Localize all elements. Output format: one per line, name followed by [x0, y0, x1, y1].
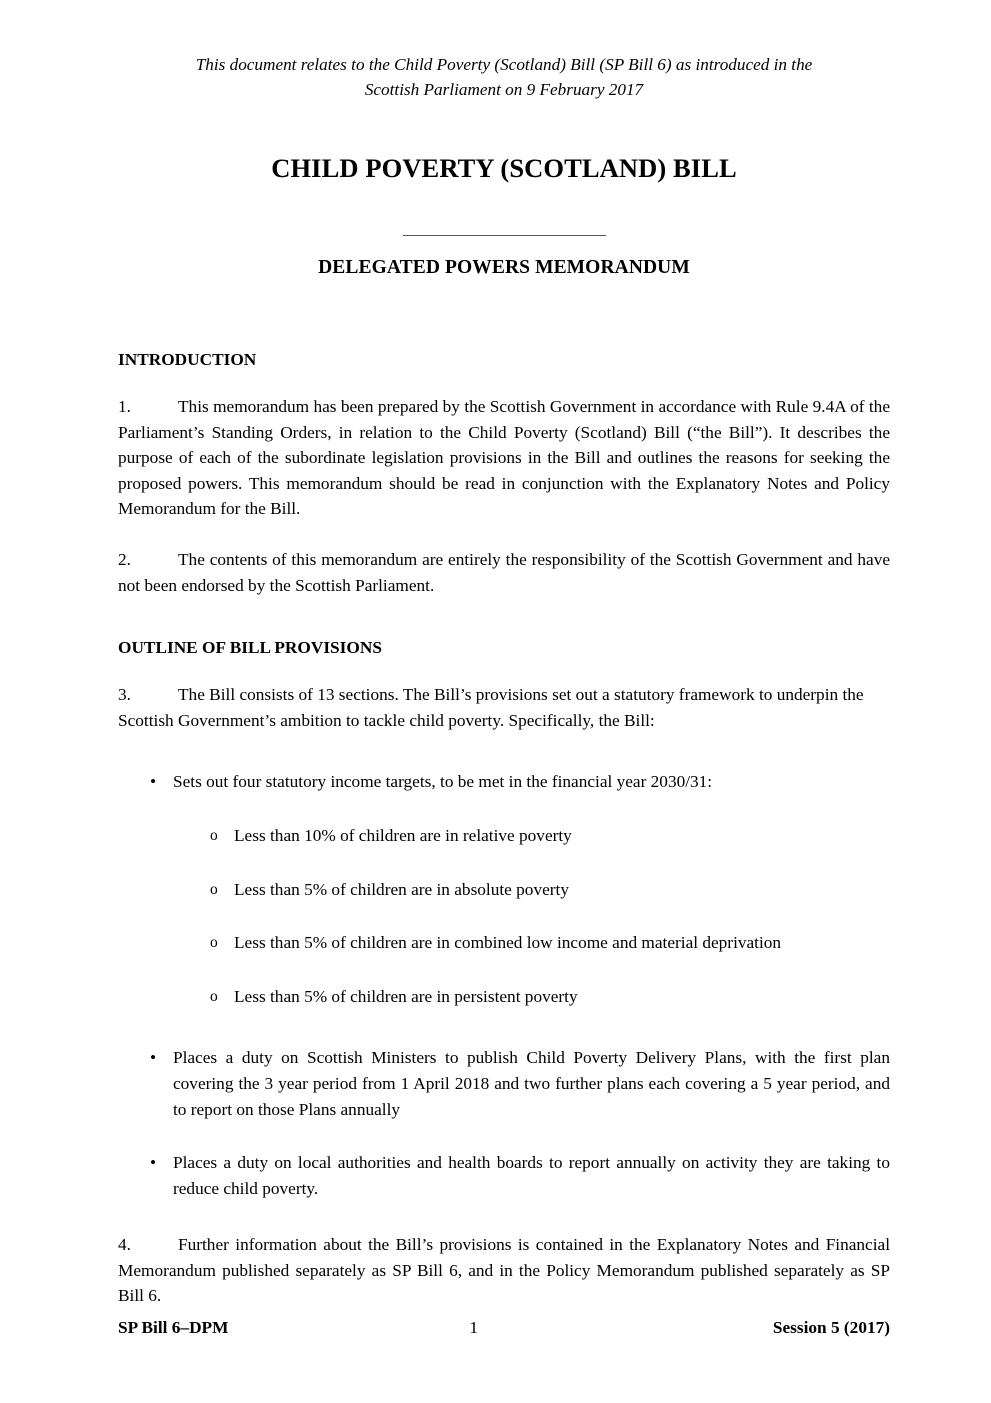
document-subtitle: DELEGATED POWERS MEMORANDUM	[318, 257, 690, 278]
footer-session: Session 5 (2017)	[772, 1318, 890, 1337]
running-header	[118, 0, 890, 102]
horizontal-rule	[403, 235, 606, 236]
sublist-container	[118, 823, 890, 1009]
paragraph-4	[118, 1232, 890, 1309]
paragraph-3-text: The Bill consists of 13 sections. The Bill’s provisions set out a statutory framework to underpin the Scottish Government’s ambition to tackle child poverty. Specifically, the Bill:	[118, 685, 864, 730]
paragraph-4-text: Further information about the Bill’s provisions is contained in the Explanatory Notes and Financial Memorandum published separately as SP Bill 6, and in the Policy Memorandum published separately as SP Bill 6.	[118, 1235, 890, 1306]
page-footer	[118, 1318, 890, 1338]
paragraph-2-number: 2.	[118, 549, 131, 569]
sublist-item-label: Less than 5% of children are in absolute poverty	[234, 879, 569, 899]
circle-bullet-icon: o	[210, 880, 218, 898]
sublist-item-label: Less than 5% of children are in persistent poverty	[234, 986, 578, 1006]
bullet-icon: •	[150, 1048, 157, 1068]
list-item-label: Places a duty on Scottish Ministers to publish Child Poverty Delivery Plans, with the first plan covering the 3 year period from 1 April 2018 and two further plans each covering a 5 year period, and to report on those Plans annually	[173, 1048, 890, 1119]
circle-bullet-icon: o	[210, 934, 218, 952]
list-item-label: Places a duty on local authorities and health boards to report annually on activity they are taking to reduce child poverty.	[173, 1153, 890, 1198]
sublist-item-label: Less than 10% of children are in relative poverty	[234, 825, 572, 845]
paragraph-2-text: The contents of this memorandum are entirely the responsibility of the Scottish Government and have not been endorsed by the Scottish Parliament.	[118, 549, 890, 595]
circle-bullet-icon: o	[210, 987, 218, 1005]
bill-title: CHILD POVERTY (SCOTLAND) BILL	[271, 153, 737, 183]
paragraph-1	[118, 394, 890, 522]
section-heading-outline-of-bill-provisions: OUTLINE OF BILL PROVISIONS	[118, 638, 382, 658]
footer-page-number: 1	[469, 1318, 478, 1337]
list-item	[118, 1150, 890, 1201]
paragraph-3-number: 3.	[118, 685, 131, 705]
paragraph-1-number: 1.	[118, 397, 131, 416]
list-item	[118, 1045, 890, 1122]
paragraph-1-text: This memorandum has been prepared by the Scottish Government in accordance with Rule 9.4A of the Parliament’s Standing Orders, in relation to the Child Poverty (Scotland) Bill (“the Bill”). It describes the purpose of each of the subordinate legislation provisions in the Bill and outlines the reasons for seeking the proposed powers. This memorandum should be read in conjunction with the Explanatory Notes and Policy Memorandum for the Bill.	[118, 397, 890, 519]
paragraph-3	[118, 682, 890, 733]
list-item	[118, 769, 890, 795]
running-header-line-1: This document relates to the Child Poverty (Scotland) Bill (SP Bill 6) as introduced in the	[195, 55, 813, 74]
list-item-label: Sets out four statutory income targets, to be met in the financial year 2030/31:	[173, 772, 713, 792]
income-targets-sublist	[118, 823, 890, 1009]
title-divider	[118, 226, 890, 229]
page-content	[118, 0, 890, 1309]
bullet-icon: •	[150, 772, 157, 792]
circle-bullet-icon: o	[210, 826, 218, 844]
paragraph-2	[118, 547, 890, 598]
sublist-item-label: Less than 5% of children are in combined low income and material deprivation	[234, 933, 782, 953]
sublist-item	[118, 930, 890, 956]
paragraph-4-number: 4.	[118, 1235, 131, 1255]
running-header-line-2: Scottish Parliament on 9 February 2017	[364, 80, 644, 99]
sublist-item	[118, 984, 890, 1010]
sublist-item	[118, 877, 890, 903]
sublist-item	[118, 823, 890, 849]
bill-provisions-list	[118, 769, 890, 1201]
footer-bill-reference: SP Bill 6–DPM	[118, 1318, 229, 1337]
section-heading-introduction: INTRODUCTION	[118, 350, 257, 369]
bullet-icon: •	[150, 1153, 157, 1173]
